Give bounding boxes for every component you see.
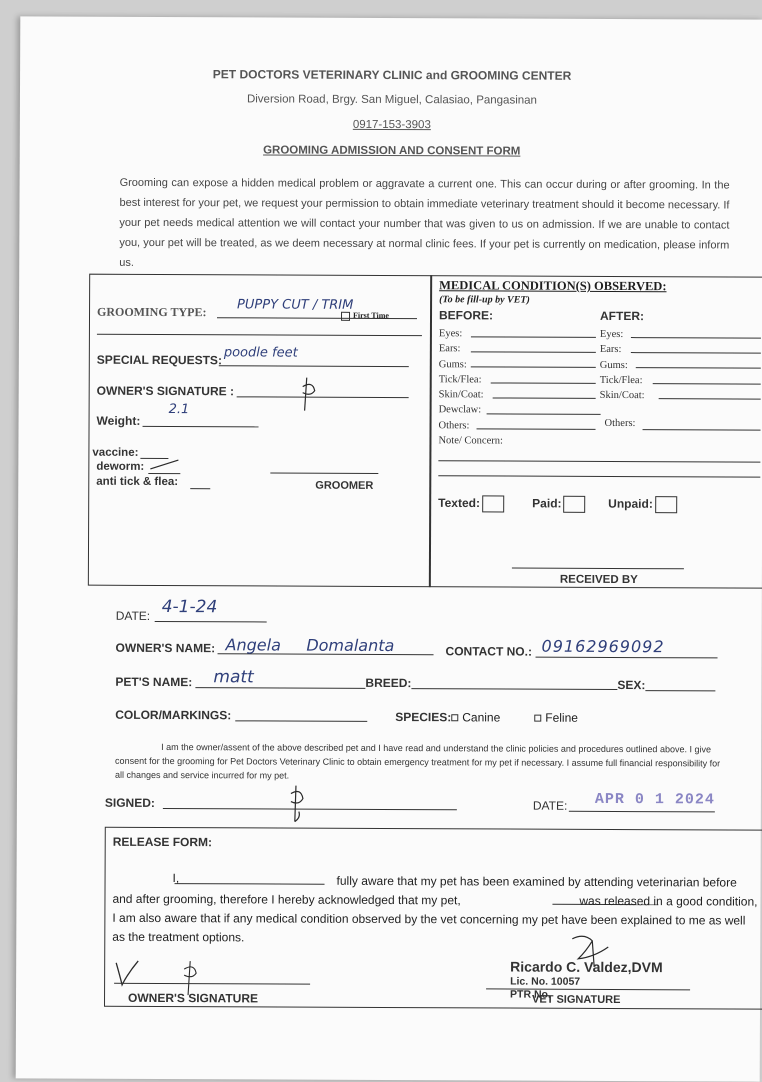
- weight-value: 2.1: [168, 402, 190, 418]
- weight-label: Weight:: [96, 413, 141, 428]
- form-page: [16, 16, 762, 1081]
- deworm-check-mark: [148, 457, 184, 473]
- special-requests-label: SPECIAL REQUESTS:: [96, 352, 222, 368]
- contact-value: 09162969092: [541, 636, 665, 657]
- deworm-label: deworm:: [96, 460, 145, 473]
- owner-signature-scribble: [299, 373, 329, 413]
- date-stamp: APR 0 1 2024: [594, 790, 715, 809]
- canine-checkbox[interactable]: [451, 714, 458, 721]
- medical-title: MEDICAL CONDITION(S) OBSERVED:: [439, 278, 667, 294]
- signed-signature-scribble: [287, 782, 317, 826]
- release-owner-signature-label: OWNER'S SIGNATURE: [128, 990, 259, 1006]
- release-title: RELEASE FORM:: [112, 834, 213, 850]
- paid-field: Paid:: [532, 496, 585, 513]
- sex-label: SEX:: [617, 677, 646, 693]
- owner-name-value: Angela Domalanta: [225, 635, 395, 656]
- grooming-type-label: GROOMING TYPE:: [97, 304, 207, 320]
- form-title: GROOMING ADMISSION AND CONSENT FORM: [263, 144, 521, 158]
- texted-field: Texted:: [438, 495, 504, 512]
- color-markings-label: COLOR/MARKINGS:: [115, 707, 232, 723]
- special-requests-value: poodle feet: [223, 345, 298, 361]
- grooming-box: [88, 274, 762, 589]
- after-rows: Eyes: Ears: Gums: Tick/Flea: Skin/Coat:: [599, 328, 645, 402]
- vet-name: Ricardo C. Valdez,DVM: [510, 958, 663, 976]
- grooming-type-value: PUPPY CUT / TRIM: [237, 297, 354, 313]
- consent-paragraph: I am the owner/assent of the above described pet and I have read and understand the clinic policies and procedures outlined above. I give consent for the grooming for Pet Doctors Veterinary Clinic to obtain emergency treatment for my pet if necessary. I assume full financial responsibility for all changes and service incurred for my pet.: [114, 742, 721, 781]
- date-value: 4-1-24: [161, 597, 218, 618]
- groomer-label: GROOMER: [315, 479, 374, 492]
- vet-signature-label: VET SIGNATURE: [532, 993, 621, 1007]
- vaccine-label: vaccine:: [92, 446, 139, 459]
- signed-label: SIGNED:: [104, 795, 155, 810]
- vet-license: Lic. No. 10057: [510, 975, 581, 988]
- clinic-phone: 0917-153-3903: [352, 118, 431, 132]
- contact-label: CONTACT NO.:: [445, 644, 533, 659]
- unpaid-field: Unpaid:: [608, 496, 677, 513]
- breed-label: BREED:: [365, 675, 412, 691]
- pet-name-label: PET'S NAME:: [115, 674, 193, 690]
- clinic-address: Diversion Road, Brgy. San Miguel, Calasiao, Pangasinan: [246, 93, 537, 107]
- signed-date-label: DATE:: [532, 798, 568, 813]
- species-label: SPECIES:: [395, 710, 452, 725]
- owner-signature-label: OWNER'S SIGNATURE :: [96, 383, 235, 399]
- date-label: DATE:: [115, 608, 151, 623]
- release-paragraph: fully aware that my pet has been examined by attending veterinarian before and after grooming, therefore I hereby acknowledged that my pet, was released in a good condition, I am also aware that if any medical condition observed by the vet concerning my pet have been explained to me as well as the treatment options.: [112, 873, 758, 945]
- first-time-label: First Time: [352, 310, 389, 320]
- paid-checkbox[interactable]: [564, 496, 586, 513]
- medical-subtitle: (To be fill-up by VET): [439, 294, 530, 306]
- after-others-label: Others:: [604, 417, 636, 430]
- before-rows: Eyes: Ears: Gums: Tick/Flea: Skin/Coat: Dewclaw: Others: Note/ Concern:: [438, 328, 503, 447]
- texted-checkbox[interactable]: [482, 495, 504, 512]
- feline-checkbox[interactable]: [534, 715, 541, 722]
- release-i: I,: [172, 871, 180, 886]
- owner-name-label: OWNER'S NAME:: [115, 640, 216, 656]
- clinic-name: PET DOCTORS VETERINARY CLINIC and GROOMING CENTER: [212, 67, 572, 83]
- unpaid-checkbox[interactable]: [655, 496, 677, 513]
- before-label: BEFORE:: [438, 308, 494, 323]
- antitick-label: anti tick & flea:: [96, 475, 179, 489]
- pet-name-value: matt: [213, 667, 254, 688]
- canine-label: Canine: [462, 710, 501, 725]
- first-time-checkbox[interactable]: [341, 312, 350, 321]
- received-by-label: RECEIVED BY: [559, 573, 638, 587]
- feline-label: Feline: [545, 710, 578, 725]
- intro-paragraph: Grooming can expose a hidden medical problem or aggravate a current one. This can occur during or after grooming. In the best interest for your pet, we request your permission to obtain immediate veterinary treatment should it become necessary. If your pet needs medical attention we will contact your number that was given to us on admission. If we are unable to contact you, your pet will be treated, as we deem necessary at normal clinic fees. If your pet is currently on medication, please inform us.: [119, 176, 730, 269]
- vet-ptr: PTR No.: [510, 988, 551, 1001]
- after-label: AFTER:: [599, 308, 645, 324]
